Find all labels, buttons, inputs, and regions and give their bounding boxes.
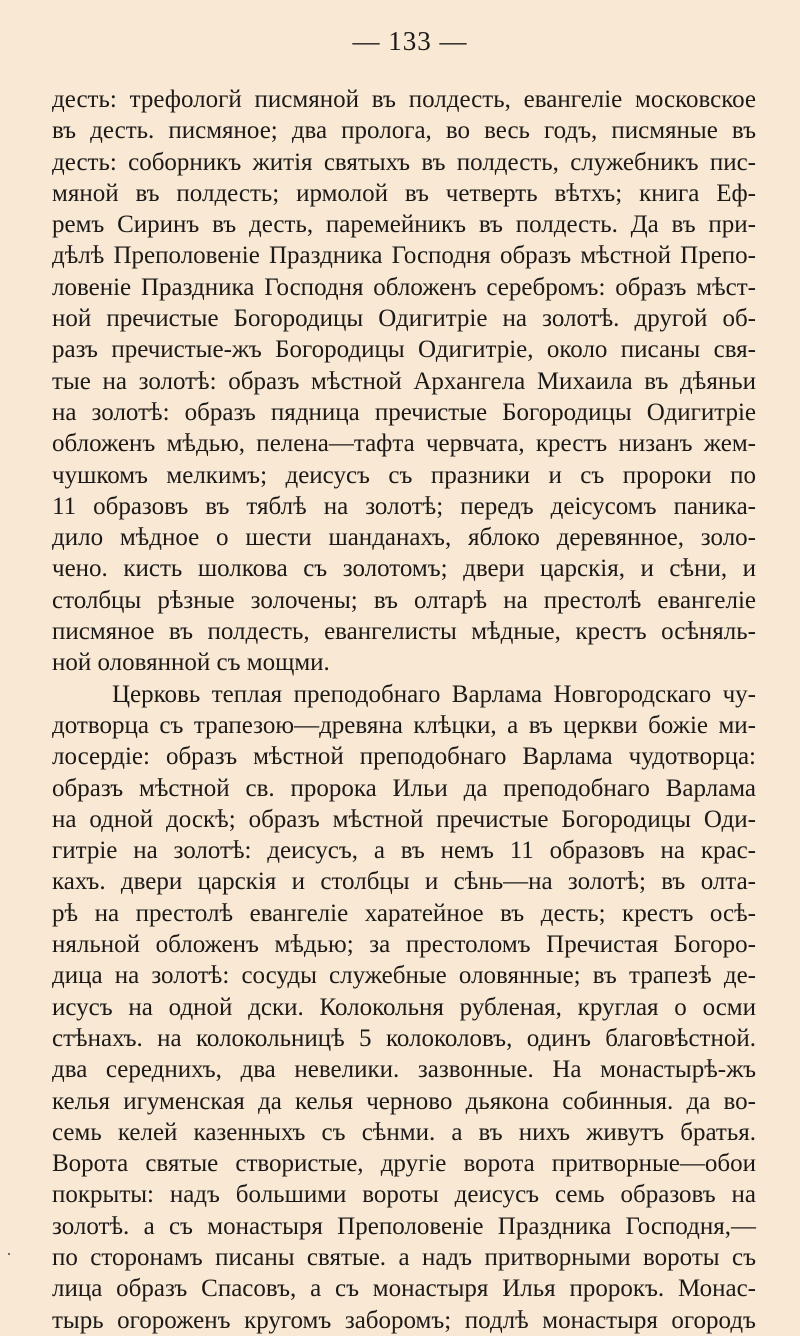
text-line: няльной обложенъ мѣдью; за престоломъ Пречистая Богоро-	[52, 931, 756, 959]
text-line: два середнихъ, два невелики. зазвонные. На монастырѣ-жъ	[52, 1056, 756, 1084]
text-line: келья игуменская да келья черново дьякона собинныя. да во-	[52, 1087, 756, 1115]
text-line: кахъ. двери царскія и столбцы и сѣнь—на золотѣ; въ олта-	[52, 868, 756, 896]
text-line: ловеніе Праздника Господня обложенъ серебромъ: образъ мѣст-	[52, 273, 756, 301]
text-line: ной оловянной съ мощми.	[52, 649, 330, 677]
text-line: десть: трефологй писмяной въ полдесть, евангеліе московское	[52, 86, 756, 113]
text-line: въ десть. писмяное; два пролога, во весь годъ, писмяные въ	[52, 117, 756, 145]
text-line: дица на золотѣ: сосуды служебные оловянные; въ трапезѣ де-	[52, 962, 756, 990]
text-line: гитріе на золотѣ: деисусъ, а въ немъ 11 образовъ на крас-	[52, 837, 756, 865]
text-line: писмяное въ полдесть, евангелисты мѣдные, крестъ осѣняль-	[52, 618, 756, 646]
text-line: обложенъ мѣдью, пелена—тафта червчата, крестъ низанъ жем-	[52, 430, 756, 458]
text-line: лица образъ Спасовъ, а съ монастыря Илья пророкъ. Монас-	[52, 1275, 756, 1303]
text-line: ной пречистые Богородицы Одигитріе на золотѣ. другой об-	[52, 305, 756, 333]
text-line: тые на золотѣ: образъ мѣстной Архангела Михаила въ дѣяньи	[52, 367, 756, 395]
text-line: семь келей казенныхъ съ сѣнми. а въ нихъ живутъ братья.	[52, 1118, 756, 1146]
text-line: исусъ на одной дски. Колокольня рубленая, круглая о осми	[52, 993, 756, 1021]
text-line: ремъ Сиринъ въ десть, паремейникъ въ полдесть. Да въ при-	[52, 211, 756, 239]
text-line: по сторонамъ писаны святые. а надъ притворными вороты съ	[52, 1243, 756, 1271]
text-line: на одной доскѣ; образъ мѣстной пречистые Богородицы Оди-	[52, 805, 756, 833]
text-line: золотѣ. а съ монастыря Преполовеніе Праздника Господня,—	[52, 1212, 756, 1240]
text-line: покрыты: надъ большими вороты деисусъ семь образовъ на	[52, 1181, 756, 1209]
margin-mark: ·	[6, 1244, 12, 1264]
text-line: 11 образовъ въ тяблѣ на золотѣ; передъ деісусомъ паника-	[52, 492, 756, 520]
text-line: мяной въ полдесть; ирмолой въ четверть вѣтхъ; книга Еф-	[52, 179, 756, 207]
text-line: дотворца съ трапезою—древяна клѣцки, а въ церкви божіе ми-	[52, 711, 756, 739]
text-line: десть: соборникъ житія святыхъ въ полдесть, служебникъ пис-	[52, 148, 756, 176]
text-line: разъ пречистые-жъ Богородицы Одигитріе, около писаны свя-	[52, 336, 756, 364]
text-line: столбцы рѣзные золочены; въ олтарѣ на престолѣ евангеліе	[52, 586, 756, 614]
page-number: — 133 —	[352, 26, 468, 56]
text-line: рѣ на престолѣ евангеліе харатейное въ десть; крестъ осѣ-	[52, 899, 756, 927]
text-line: Ворота святые створистые, другіе ворота притворные—обои	[52, 1150, 756, 1178]
text-line: на золотѣ: образъ пядница пречистые Богородицы Одигитріе	[52, 398, 756, 426]
text-line: Церковь теплая преподобнаго Варлама Новгородскаго чу-	[112, 680, 756, 708]
text-line: дѣлѣ Преполовеніе Праздника Господня образъ мѣстной Препо-	[52, 242, 756, 270]
text-line: образъ мѣстной св. пророка Ильи да преподобнаго Варлама	[52, 774, 756, 802]
text-line: дило мѣдное о шести шанданахъ, яблоко деревянное, золо-	[52, 524, 756, 552]
text-line: лосердіе: образъ мѣстной преподобнаго Варлама чудотворца:	[52, 743, 756, 771]
text-line: тырь огороженъ кругомъ заборомъ; подлѣ монастыря огородъ	[52, 1306, 756, 1334]
text-line: чушкомъ мелкимъ; деисусъ съ празники и съ пророки по	[52, 461, 756, 489]
body-text	[52, 84, 756, 1336]
text-line: стѣнахъ. на колокольницѣ 5 колоколовъ, одинъ благовѣстной.	[52, 1024, 756, 1052]
text-line: чено. кисть шолкова съ золотомъ; двери царскія, и сѣни, и	[52, 555, 756, 583]
